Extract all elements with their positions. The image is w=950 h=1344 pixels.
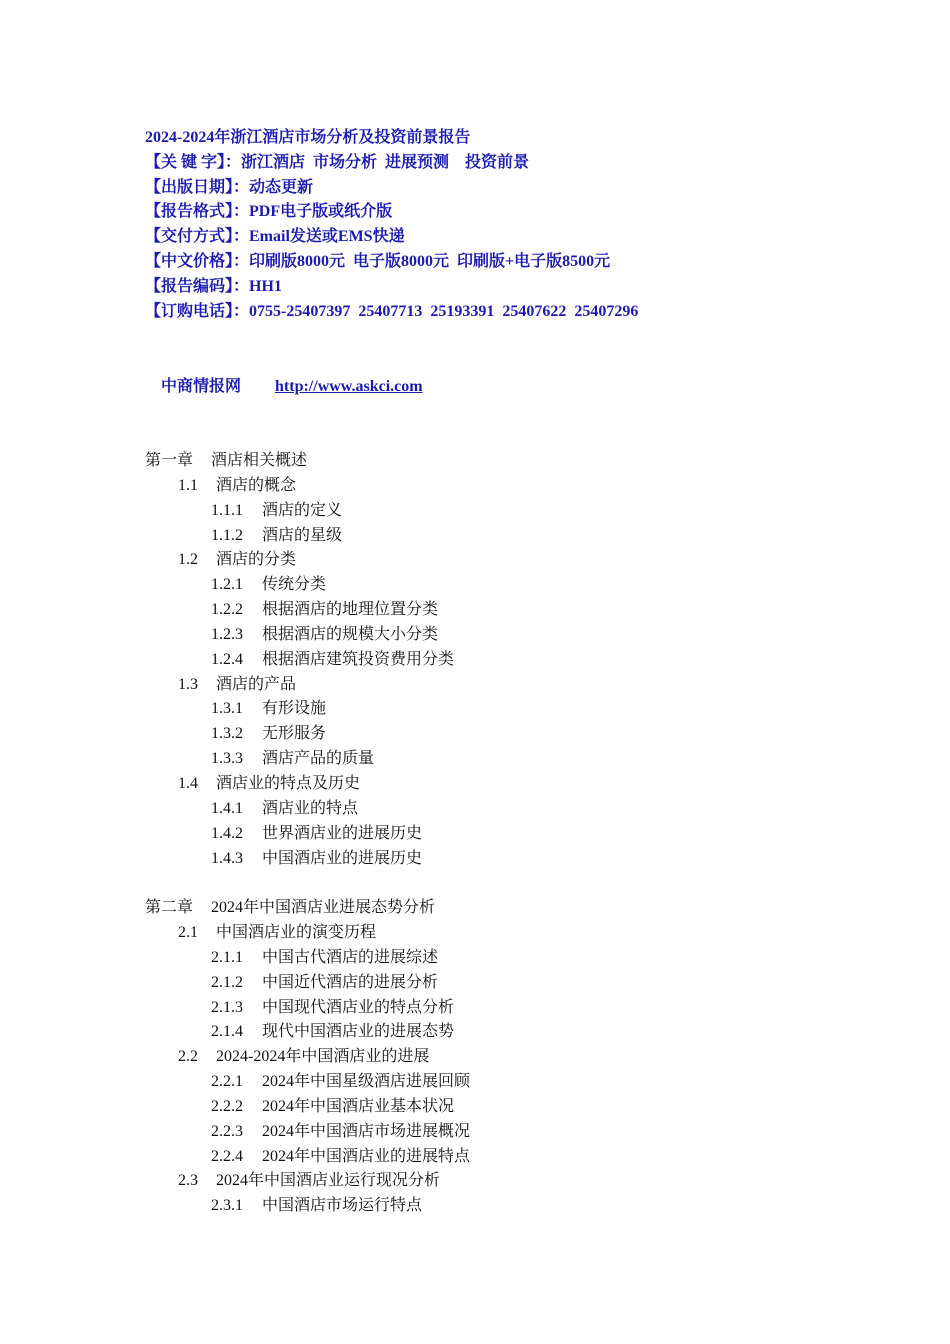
report-title: 2024-2024年浙江酒店市场分析及投资前景报告 — [145, 129, 471, 146]
publish-date-line: 【出版日期】：动态更新 — [145, 178, 314, 196]
site-name: 中商情报网 — [161, 378, 242, 395]
toc-subsection — [145, 847, 905, 872]
toc-subsection — [145, 1120, 905, 1145]
toc-number: 2.1.1 — [211, 948, 243, 966]
toc-number: 1.4.3 — [211, 849, 243, 867]
toc-number: 2.3.1 — [211, 1197, 243, 1215]
toc-subsection — [145, 1020, 905, 1045]
toc-title: 中国酒店市场运行特点 — [262, 1197, 423, 1215]
toc-number: 2.2.3 — [211, 1122, 243, 1140]
toc-subsection — [145, 946, 905, 971]
site-link[interactable]: http://www.askci.com — [275, 378, 423, 395]
toc-title: 酒店业的特点 — [262, 799, 359, 817]
toc-number: 1.3.2 — [211, 725, 243, 743]
keywords-line: 【关 键 字】：浙江酒店 市场分析 进展预测 投资前景 — [145, 153, 530, 171]
toc-subsection — [145, 971, 905, 996]
report-info — [145, 126, 905, 324]
toc-section — [145, 921, 905, 946]
toc-chapter — [145, 449, 905, 474]
toc-title: 2024-2024年中国酒店业的进展 — [216, 1048, 430, 1066]
toc-title: 传统分类 — [262, 576, 327, 594]
toc-title: 酒店的星级 — [262, 526, 343, 544]
toc-section — [145, 1169, 905, 1194]
toc-title: 2024年中国酒店业基本状况 — [262, 1097, 455, 1115]
toc-number: 第二章 — [145, 899, 194, 917]
toc-number: 1.4 — [178, 774, 198, 792]
toc-title: 有形设施 — [262, 700, 327, 718]
toc-number: 2.1.3 — [211, 998, 243, 1016]
toc-number: 2.1.2 — [211, 973, 243, 991]
toc-title: 2024年中国酒店业进展态势分析 — [211, 899, 436, 917]
toc-title: 中国近代酒店的进展分析 — [262, 973, 439, 991]
toc-subsection — [145, 623, 905, 648]
toc-spacer — [145, 871, 905, 896]
toc-title: 根据酒店的地理位置分类 — [262, 601, 439, 619]
toc-chapter — [145, 896, 905, 921]
toc-subsection — [145, 722, 905, 747]
toc-title: 酒店的概念 — [216, 476, 297, 494]
price-line: 【中文价格】：印刷版8000元 电子版8000元 印刷版+电子版8500元 — [145, 252, 611, 270]
toc-subsection — [145, 1070, 905, 1095]
toc-section — [145, 673, 905, 698]
toc-subsection — [145, 747, 905, 772]
toc-title: 中国现代酒店业的特点分析 — [262, 998, 455, 1016]
toc-number: 2.2.4 — [211, 1147, 243, 1165]
toc-number: 2.2.1 — [211, 1073, 243, 1091]
toc-number: 2.2 — [178, 1048, 198, 1066]
toc-title: 酒店的产品 — [216, 675, 297, 693]
toc-number: 1.2.2 — [211, 601, 243, 619]
toc-title: 根据酒店建筑投资费用分类 — [262, 650, 455, 668]
toc-subsection — [145, 499, 905, 524]
toc-title: 世界酒店业的进展历史 — [262, 824, 423, 842]
toc-subsection — [145, 822, 905, 847]
toc-number: 1.1.2 — [211, 526, 243, 544]
toc-subsection — [145, 697, 905, 722]
report-code-line: 【报告编码】：HH1 — [145, 277, 282, 295]
toc-title: 酒店的分类 — [216, 551, 297, 569]
toc-title: 根据酒店的规模大小分类 — [262, 625, 439, 643]
toc-number: 1.2.1 — [211, 576, 243, 594]
toc-subsection — [145, 648, 905, 673]
toc-title: 中国酒店业的演变历程 — [216, 924, 377, 942]
toc-section — [145, 772, 905, 797]
toc-number: 第一章 — [145, 452, 194, 469]
toc-number: 1.2.3 — [211, 625, 243, 643]
toc-subsection — [145, 797, 905, 822]
toc-title: 2024年中国星级酒店进展回顾 — [262, 1073, 471, 1091]
toc-title: 酒店产品的质量 — [262, 750, 375, 768]
toc-title: 无形服务 — [262, 725, 327, 743]
toc-number: 2.3 — [178, 1172, 198, 1190]
toc-section — [145, 474, 905, 499]
toc-title: 酒店相关概述 — [211, 452, 308, 469]
toc-number: 2.2.2 — [211, 1097, 243, 1115]
table-of-contents — [145, 449, 905, 1219]
toc-number: 1.3.3 — [211, 750, 243, 768]
toc-subsection — [145, 573, 905, 598]
toc-section — [145, 1045, 905, 1070]
toc-subsection — [145, 1095, 905, 1120]
toc-number: 1.4.1 — [211, 799, 243, 817]
toc-number: 1.4.2 — [211, 824, 243, 842]
toc-number: 2.1.4 — [211, 1023, 243, 1041]
site-line — [145, 349, 423, 395]
toc-title: 酒店业的特点及历史 — [216, 774, 361, 792]
toc-title: 2024年中国酒店市场进展概况 — [262, 1122, 471, 1140]
toc-title: 酒店的定义 — [262, 501, 343, 519]
toc-number: 1.3 — [178, 675, 198, 693]
format-line: 【报告格式】：PDF电子版或纸介版 — [145, 203, 393, 221]
toc-subsection — [145, 1145, 905, 1170]
toc-number: 1.2.4 — [211, 650, 243, 668]
toc-subsection — [145, 996, 905, 1021]
toc-number: 1.1.1 — [211, 501, 243, 519]
phone-line: 【订购电话】：0755-25407397 25407713 25193391 25407622 25407296 — [145, 302, 639, 320]
toc-subsection — [145, 524, 905, 549]
toc-number: 1.1 — [178, 476, 198, 494]
toc-number: 2.1 — [178, 924, 198, 942]
toc-number: 1.2 — [178, 551, 198, 569]
toc-title: 2024年中国酒店业的进展特点 — [262, 1147, 471, 1165]
toc-subsection — [145, 598, 905, 623]
toc-title: 中国古代酒店的进展综述 — [262, 948, 439, 966]
toc-title: 现代中国酒店业的进展态势 — [262, 1023, 455, 1041]
toc-subsection — [145, 1194, 905, 1219]
toc-title: 2024年中国酒店业运行现况分析 — [216, 1172, 441, 1190]
toc-number: 1.3.1 — [211, 700, 243, 718]
toc-title: 中国酒店业的进展历史 — [262, 849, 423, 867]
toc-section — [145, 548, 905, 573]
delivery-line: 【交付方式】：Email发送或EMS快递 — [145, 228, 405, 246]
